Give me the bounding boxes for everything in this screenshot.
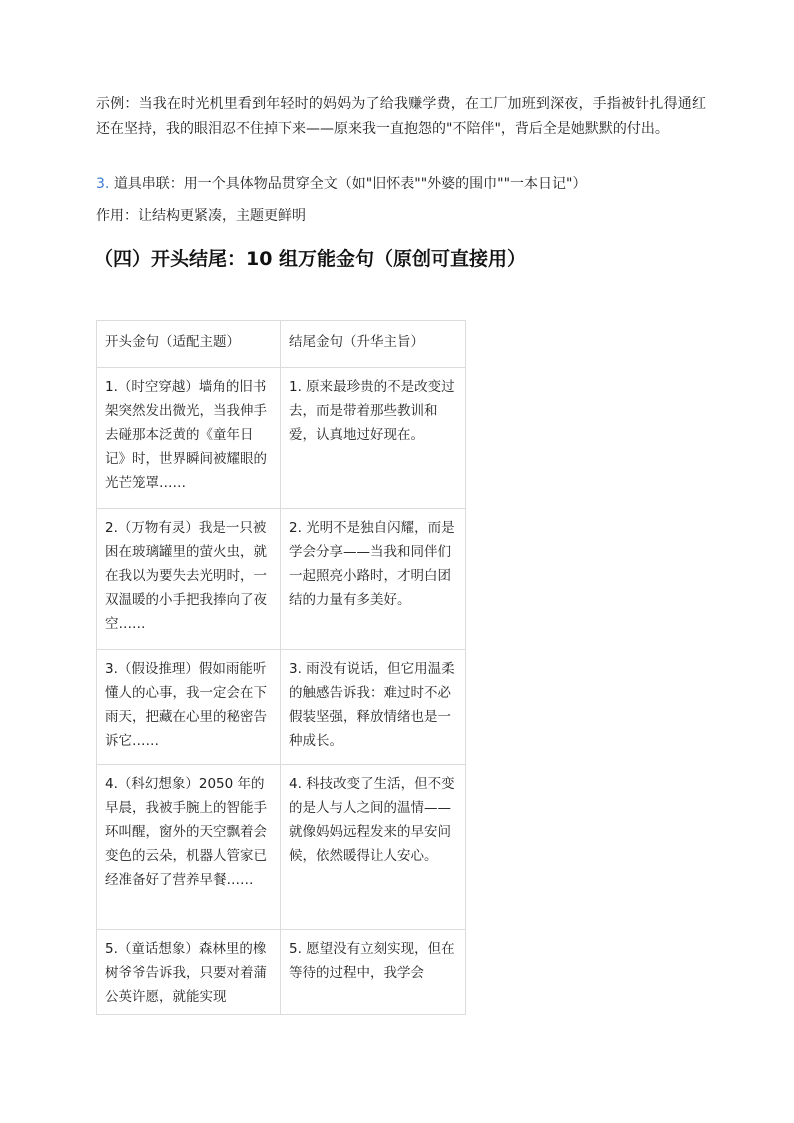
- ending-sentence-cell: 4. 科技改变了生活，但不变的是人与人之间的温情——就像妈妈远程发来的早安问候，依然暖得让人安心。: [281, 765, 466, 930]
- table-row: [97, 930, 466, 1015]
- ending-sentence-text: 5. 愿望没有立刻实现，但在等待的过程中，我学会: [289, 941, 455, 981]
- opening-sentence-cell: [97, 930, 281, 1015]
- column-header-opening: 开头金句（适配主题）: [97, 321, 281, 368]
- table-row: [97, 509, 466, 650]
- golden-sentences-table: [96, 320, 466, 1015]
- effect-paragraph: 作用：让结构更紧凑，主题更鲜明: [96, 208, 306, 224]
- example-paragraph: 示例：当我在时光机里看到年轻时的妈妈为了给我赚学费，在工厂加班到深夜，手指被针扎得通红还在坚持，我的眼泪忍不住掉下来——原来我一直抱怨的"不陪伴"，背后全是她默默的付出。: [96, 96, 706, 137]
- ending-sentence-cell: 2. 光明不是独自闪耀，而是学会分享——当我和同伴们一起照亮小路时，才明白团结的力量有多美好。: [281, 509, 466, 650]
- table-header-row: [97, 321, 466, 368]
- ending-sentence-cell: [281, 930, 466, 1015]
- list-item-text: 道具串联：用一个具体物品贯穿全文（如"旧怀表""外婆的围巾""一本日记"）: [113, 176, 587, 192]
- opening-sentence-cell: 4.（科幻想象）2050 年的早晨，我被手腕上的智能手环叫醒，窗外的天空飘着会变色的云朵，机器人管家已经准备好了营养早餐……: [97, 765, 281, 930]
- list-item-prop-linking: [96, 172, 706, 197]
- table-row: [97, 650, 466, 765]
- ending-sentence-cell: 1. 原来最珍贵的不是改变过去，而是带着那些教训和爱，认真地过好现在。: [281, 368, 466, 509]
- opening-sentence-cell: 2.（万物有灵）我是一只被困在玻璃罐里的萤火虫，就在我以为要失去光明时，一双温暖的小手把我捧向了夜空……: [97, 509, 281, 650]
- list-item-number: 3.: [96, 176, 110, 192]
- table-row: [97, 765, 466, 930]
- opening-sentence-text: 5.（童话想象）森林里的橡树爷爷告诉我，只要对着蒲公英许愿，就能实现: [105, 941, 267, 1005]
- ending-sentence-cell: 3. 雨没有说话，但它用温柔的触感告诉我：难过时不必假装坚强，释放情绪也是一种成长。: [281, 650, 466, 765]
- column-header-ending: 结尾金句（升华主旨）: [281, 321, 466, 368]
- opening-sentence-cell: 3.（假设推理）假如雨能听懂人的心事，我一定会在下雨天，把藏在心里的秘密告诉它……: [97, 650, 281, 765]
- section-heading: （四）开头结尾：10 组万能金句（原创可直接用）: [94, 248, 527, 270]
- opening-sentence-cell: 1.（时空穿越）墙角的旧书架突然发出微光，当我伸手去碰那本泛黄的《童年日记》时，世界瞬间被耀眼的光芒笼罩……: [97, 368, 281, 509]
- table-row: [97, 368, 466, 509]
